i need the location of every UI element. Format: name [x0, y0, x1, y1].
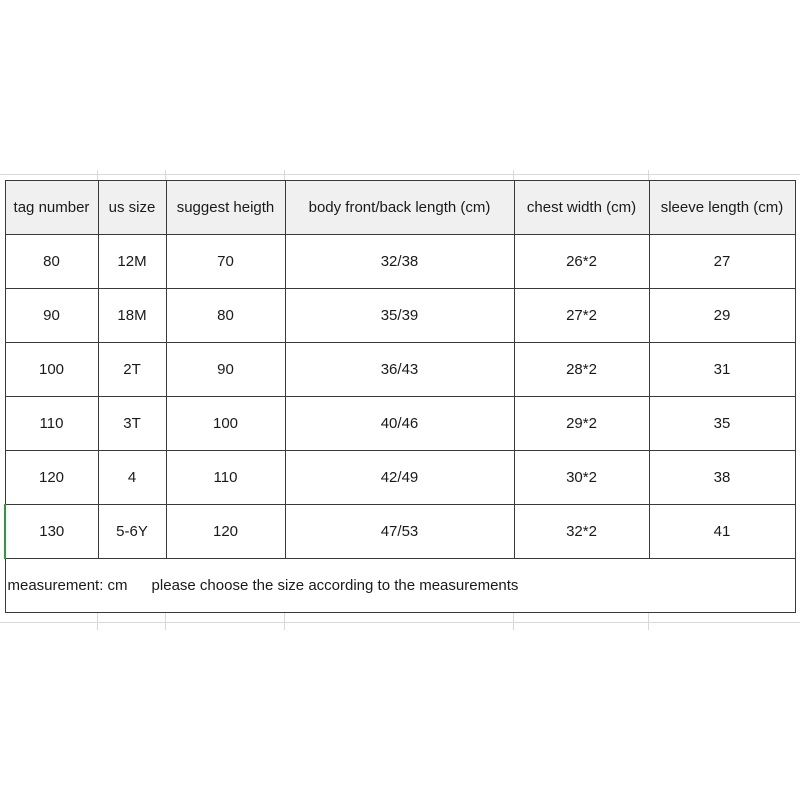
size-chart-table	[4, 180, 796, 613]
cell-sleeve-length[interactable]: 35	[649, 397, 795, 451]
cell-tag-number[interactable]: 100	[5, 343, 98, 397]
cell-sleeve-length[interactable]: 38	[649, 451, 795, 505]
measurement-note-cell[interactable]	[5, 559, 795, 613]
header-sleeve-length[interactable]: sleeve length (cm)	[649, 181, 795, 235]
cell-chest-width[interactable]: 30*2	[514, 451, 649, 505]
cell-us-size[interactable]: 4	[98, 451, 166, 505]
cell-us-size[interactable]: 3T	[98, 397, 166, 451]
table-row	[5, 235, 795, 289]
cell-tag-number[interactable]: 120	[5, 451, 98, 505]
cell-tag-number[interactable]: 110	[5, 397, 98, 451]
cell-body-length[interactable]: 36/43	[285, 343, 514, 397]
cell-chest-width[interactable]: 28*2	[514, 343, 649, 397]
table-row	[5, 505, 795, 559]
header-tag-number[interactable]: tag number	[5, 181, 98, 235]
spreadsheet-area	[0, 170, 800, 630]
cell-suggest-height[interactable]: 120	[166, 505, 285, 559]
cell-sleeve-length[interactable]: 27	[649, 235, 795, 289]
cell-tag-number[interactable]: 130	[5, 505, 98, 559]
cell-chest-width[interactable]: 29*2	[514, 397, 649, 451]
cell-sleeve-length[interactable]: 31	[649, 343, 795, 397]
table-row	[5, 451, 795, 505]
cell-us-size[interactable]: 5-6Y	[98, 505, 166, 559]
cell-suggest-height[interactable]: 100	[166, 397, 285, 451]
cell-body-length[interactable]: 35/39	[285, 289, 514, 343]
sheet-gridline	[0, 622, 800, 623]
cell-body-length[interactable]: 47/53	[285, 505, 514, 559]
cell-us-size[interactable]: 2T	[98, 343, 166, 397]
cell-tag-number[interactable]: 80	[5, 235, 98, 289]
header-row	[5, 181, 795, 235]
cell-body-length[interactable]: 42/49	[285, 451, 514, 505]
note-row	[5, 559, 795, 613]
cell-suggest-height[interactable]: 90	[166, 343, 285, 397]
cell-us-size[interactable]: 18M	[98, 289, 166, 343]
header-us-size[interactable]: us size	[98, 181, 166, 235]
cell-chest-width[interactable]: 26*2	[514, 235, 649, 289]
sheet-gridline	[0, 174, 800, 175]
table-row	[5, 289, 795, 343]
table-row	[5, 397, 795, 451]
cell-chest-width[interactable]: 27*2	[514, 289, 649, 343]
cell-chest-width[interactable]: 32*2	[514, 505, 649, 559]
header-suggest-height[interactable]: suggest heigth	[166, 181, 285, 235]
measurement-unit-text: measurement: cm	[7, 577, 128, 594]
cell-suggest-height[interactable]: 70	[166, 235, 285, 289]
cell-suggest-height[interactable]: 110	[166, 451, 285, 505]
cell-us-size[interactable]: 12M	[98, 235, 166, 289]
header-body-length[interactable]: body front/back length (cm)	[285, 181, 514, 235]
cell-tag-number[interactable]: 90	[5, 289, 98, 343]
cell-body-length[interactable]: 40/46	[285, 397, 514, 451]
cell-body-length[interactable]: 32/38	[285, 235, 514, 289]
header-chest-width[interactable]: chest width (cm)	[514, 181, 649, 235]
table-row	[5, 343, 795, 397]
cell-sleeve-length[interactable]: 29	[649, 289, 795, 343]
measurement-advice-text: please choose the size according to the measurements	[151, 577, 519, 594]
cell-sleeve-length[interactable]: 41	[649, 505, 795, 559]
cell-suggest-height[interactable]: 80	[166, 289, 285, 343]
